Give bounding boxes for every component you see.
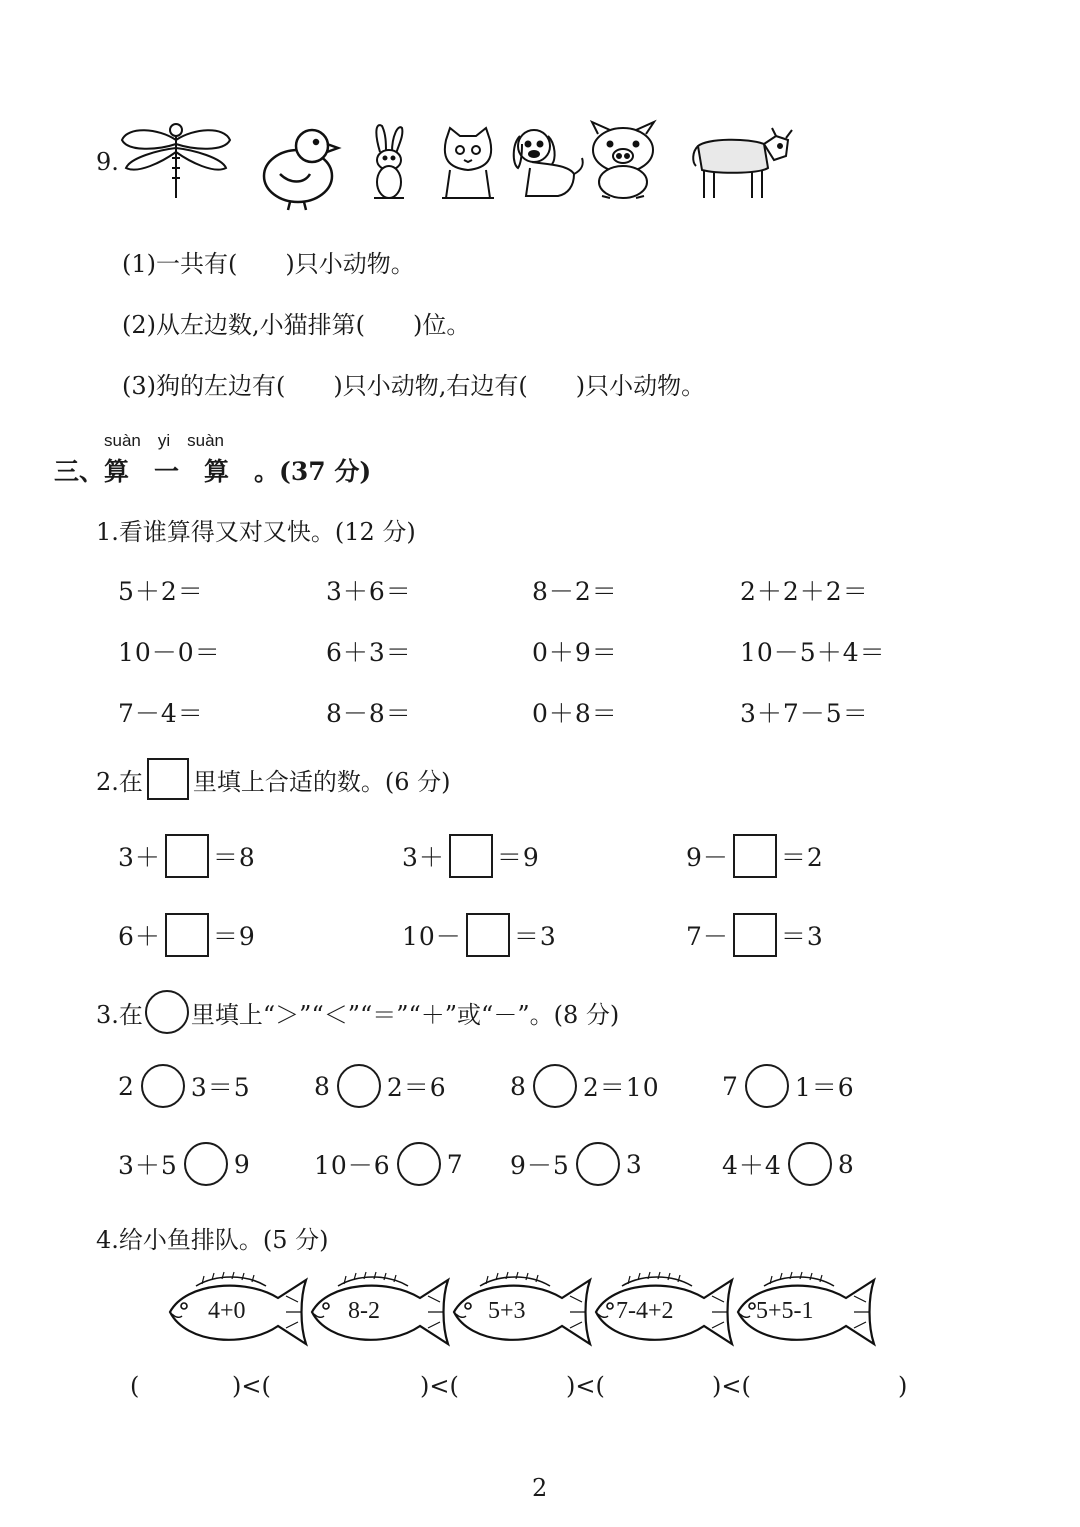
- p1-r2c1: 10－0＝: [118, 638, 221, 667]
- animals-row: [118, 118, 798, 208]
- p1-r2c2: 6＋3＝: [326, 638, 412, 667]
- p3-item-1: 2 3＝5: [118, 1064, 251, 1108]
- answer-circle[interactable]: [576, 1142, 620, 1186]
- answer-paren-2: )<(: [232, 1372, 271, 1400]
- title-box-sample: [147, 758, 189, 800]
- dog-icon: [514, 130, 583, 196]
- p2-item-4: 6＋ ＝9: [118, 913, 256, 957]
- answer-box[interactable]: [165, 834, 209, 878]
- p3-item-6: 10－6 7: [314, 1142, 464, 1186]
- answer-circle[interactable]: [184, 1142, 228, 1186]
- p1-r2c4: 10－5＋4＝: [740, 638, 886, 667]
- answer-circle[interactable]: [745, 1064, 789, 1108]
- p1-r3c1: 7－4＝: [118, 699, 204, 728]
- answer-circle[interactable]: [533, 1064, 577, 1108]
- answer-circle[interactable]: [788, 1142, 832, 1186]
- chick-icon: [264, 130, 338, 210]
- p3-item-3: 8 2＝10: [510, 1064, 660, 1108]
- p1-title: 1.看谁算得又对又快。(12 分): [96, 518, 416, 546]
- dragonfly-icon: [122, 124, 230, 198]
- p2-title: 2.在 里填上合适的数。(6 分): [96, 758, 451, 800]
- p3-item-2: 8 2＝6: [314, 1064, 447, 1108]
- p1-r3c3: 0＋8＝: [532, 699, 618, 728]
- p1-r1c1: 5＋2＝: [118, 577, 204, 606]
- cat-icon: [442, 128, 494, 198]
- answer-circle[interactable]: [337, 1064, 381, 1108]
- p1-r1c4: 2＋2＋2＝: [740, 577, 869, 606]
- page-number: 2: [532, 1474, 548, 1502]
- p1-r1c3: 8－2＝: [532, 577, 618, 606]
- p1-r3c2: 8－8＝: [326, 699, 412, 728]
- answer-circle[interactable]: [141, 1064, 185, 1108]
- q9-sub2: (2)从左边数,小猫排第( )位。: [122, 311, 471, 339]
- fish-3-label: 5+3: [488, 1298, 526, 1324]
- fish-2: [312, 1272, 448, 1344]
- answer-box[interactable]: [165, 913, 209, 957]
- p2-item-2: 3＋ ＝9: [402, 834, 540, 878]
- answer-paren-3: )<(: [420, 1372, 459, 1400]
- p2-item-6: 7－ ＝3: [686, 913, 824, 957]
- q9-number: 9.: [96, 148, 119, 176]
- cow-icon: [693, 128, 792, 198]
- q9-sub3: (3)狗的左边有( )只小动物,右边有( )只小动物。: [122, 372, 706, 400]
- p1-r2c3: 0＋9＝: [532, 638, 618, 667]
- p1-r1c2: 3＋6＝: [326, 577, 412, 606]
- section3-pinyin: suàn yi suàn: [104, 431, 225, 450]
- answer-paren-6: ): [898, 1372, 908, 1400]
- answer-box[interactable]: [449, 834, 493, 878]
- p2-item-3: 9－ ＝2: [686, 834, 824, 878]
- p4-title: 4.给小鱼排队。(5 分): [96, 1226, 329, 1254]
- p3-item-4: 7 1＝6: [722, 1064, 855, 1108]
- p2-item-1: 3＋ ＝8: [118, 834, 256, 878]
- p1-r3c4: 3＋7－5＝: [740, 699, 869, 728]
- answer-paren-5: )<(: [712, 1372, 751, 1400]
- p2-item-5: 10－ ＝3: [402, 913, 557, 957]
- answer-box[interactable]: [466, 913, 510, 957]
- answer-paren-1: (: [130, 1372, 140, 1400]
- p3-item-8: 4＋4 8: [722, 1142, 855, 1186]
- q9-sub1: (1)一共有( )只小动物。: [122, 250, 415, 278]
- fish-5-label: 5+5-1: [756, 1298, 814, 1324]
- answer-box[interactable]: [733, 913, 777, 957]
- pig-icon: [592, 122, 654, 198]
- fish-2-label: 8-2: [348, 1298, 380, 1324]
- fish-4-label: 7-4+2: [616, 1298, 674, 1324]
- answer-circle[interactable]: [397, 1142, 441, 1186]
- p3-item-7: 9－5 3: [510, 1142, 643, 1186]
- p3-title: 3.在 里填上“＞”“＜”“＝”“＋”或“－”。(8 分): [96, 990, 619, 1034]
- rabbit-icon: [374, 125, 404, 198]
- answer-box[interactable]: [733, 834, 777, 878]
- p3-item-5: 3＋5 9: [118, 1142, 251, 1186]
- answer-paren-4: )<(: [566, 1372, 605, 1400]
- fish-1-label: 4+0: [208, 1298, 246, 1324]
- section3-title: 三、算 一 算 。(37 分): [54, 457, 372, 486]
- title-circle-sample: [145, 990, 189, 1034]
